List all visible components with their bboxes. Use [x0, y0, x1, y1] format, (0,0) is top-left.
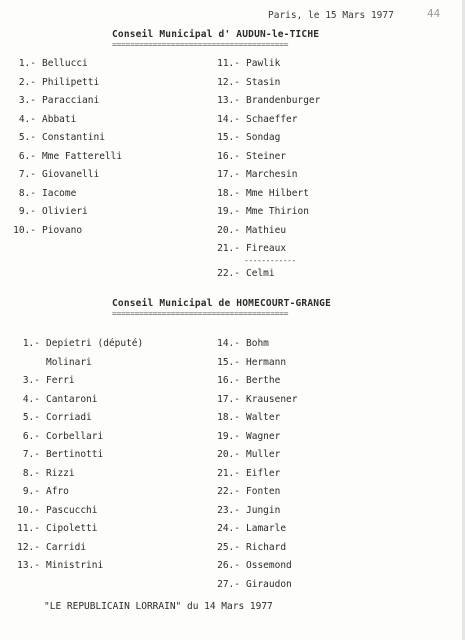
item-number: 6.- [22, 430, 40, 442]
item-number: 11.- [17, 523, 40, 534]
item-name: Ossemond [246, 560, 292, 571]
item-name: Schaeffer [246, 113, 298, 125]
list-item [12, 412, 92, 424]
list-item [8, 77, 99, 89]
item-name: Wagner [246, 430, 281, 442]
list-item [12, 468, 75, 480]
list-item [212, 225, 286, 237]
item-number: 4.- [18, 113, 36, 125]
list-item [212, 188, 309, 200]
list-item [12, 560, 103, 572]
item-number: 8.- [22, 467, 40, 479]
item-name: Eifler [246, 467, 281, 479]
item-name: Bohm [246, 338, 269, 349]
item-name: Molinari [46, 356, 92, 368]
list-item [212, 95, 320, 107]
list-item [12, 394, 97, 406]
item-name: Piovano [42, 224, 83, 236]
list-item [8, 151, 122, 163]
item-number: 22.- [217, 486, 240, 497]
item-name: Stasin [246, 76, 281, 88]
list-item [212, 338, 269, 350]
item-number: 19.- [217, 430, 240, 442]
page-number: 44 [427, 7, 441, 20]
item-name: Steiner [246, 150, 287, 162]
item-name: Constantini [42, 132, 105, 143]
item-name: Cipoletti [46, 523, 98, 534]
item-number: 27.- [217, 578, 240, 590]
list-item [212, 579, 292, 591]
item-name: Pawlik [246, 58, 281, 69]
item-name: Walter [246, 412, 281, 423]
item-number: 9.- [18, 206, 36, 217]
item-number: 15.- [217, 132, 240, 143]
list-item [8, 114, 76, 126]
list-item [212, 560, 292, 572]
item-number: 26.- [217, 560, 240, 571]
list-item [212, 505, 280, 517]
list-item [212, 132, 280, 144]
list-item [12, 375, 75, 387]
item-name: Abbati [42, 113, 77, 125]
item-name: Brandenburger [246, 95, 321, 106]
item-number: 18.- [217, 187, 240, 199]
item-name: Corriadi [46, 412, 92, 423]
list-item [212, 449, 280, 461]
item-name: Mme Hilbert [246, 187, 309, 199]
item-name: Giraudon [246, 578, 292, 590]
list-item [8, 169, 99, 181]
item-number: 6.- [18, 150, 36, 162]
list-item [12, 523, 97, 535]
item-number: 10.- [13, 224, 36, 236]
list-item [12, 505, 97, 517]
item-name: Carridi [46, 541, 87, 553]
list-item [212, 431, 280, 443]
item-number: 24.- [217, 523, 240, 534]
item-number: 7.- [22, 449, 40, 460]
item-number: 4.- [22, 393, 40, 405]
list-item [12, 486, 69, 498]
item-number: 15.- [217, 356, 240, 368]
item-name: Ministrini [46, 560, 104, 571]
item-number: 12.- [17, 541, 40, 553]
item-number: 16.- [217, 375, 240, 386]
item-name: Jungin [246, 504, 281, 516]
list-item [212, 169, 297, 181]
item-name: Celmi [246, 267, 275, 279]
list-item [212, 412, 280, 424]
item-number: 1.- [22, 338, 40, 349]
list-item [8, 132, 105, 144]
item-name: Paracciani [42, 95, 100, 106]
list-item [212, 77, 280, 89]
item-name: Corbellari [46, 430, 104, 442]
item-name: Mathieu [246, 224, 287, 236]
list-item [12, 449, 103, 461]
list-item [212, 542, 286, 554]
list-item [212, 114, 297, 126]
item-number: 5.- [18, 132, 36, 143]
item-name: Hermann [246, 356, 287, 368]
item-name: Olivieri [42, 206, 88, 217]
item-number: 10.- [17, 504, 40, 516]
list-item [8, 225, 82, 237]
list-item [212, 523, 286, 535]
list-item [8, 95, 99, 107]
item-number: 7.- [18, 169, 36, 180]
list-item [8, 188, 76, 200]
item-name: Fonten [246, 486, 281, 497]
item-name: Iacome [42, 187, 77, 199]
list-item [212, 468, 280, 480]
section1-separator: ------------ [244, 256, 296, 265]
item-number: 17.- [217, 393, 240, 405]
item-number: 13.- [217, 95, 240, 106]
item-name: Afro [46, 486, 69, 497]
item-name: Richard [246, 541, 287, 553]
item-name: Fireaux [246, 243, 287, 254]
item-number: 21.- [217, 243, 240, 254]
item-number: 14.- [217, 338, 240, 349]
list-item [8, 58, 88, 70]
item-name: Berthe [246, 375, 281, 386]
item-number: 5.- [22, 412, 40, 423]
item-name: Sondag [246, 132, 281, 143]
item-name: Mme Thirion [246, 206, 309, 217]
item-name: Marchesin [246, 169, 298, 180]
list-item [212, 58, 280, 70]
item-number: 20.- [217, 449, 240, 460]
item-number: 22.- [217, 267, 240, 279]
item-number: 21.- [217, 467, 240, 479]
item-number: 20.- [217, 224, 240, 236]
list-item [212, 243, 286, 255]
item-name: Cantaroni [46, 393, 98, 405]
section1-rule: ======================================= [112, 40, 289, 49]
item-name: Pascucchi [46, 504, 98, 516]
item-number: 3.- [18, 95, 36, 106]
item-number: 14.- [217, 113, 240, 125]
list-item [212, 151, 286, 163]
item-number: 2.- [18, 76, 36, 88]
item-name: Mme Fatterelli [42, 150, 123, 162]
item-name: Philipetti [42, 76, 100, 88]
header-date: Paris, le 15 Mars 1977 [268, 10, 394, 21]
list-item [12, 357, 92, 369]
item-number: 12.- [217, 76, 240, 88]
item-number: 25.- [217, 541, 240, 553]
list-item [212, 268, 275, 280]
item-name: Rizzi [46, 467, 75, 479]
item-number: 18.- [217, 412, 240, 423]
item-number: 13.- [17, 560, 40, 571]
item-number: 19.- [217, 206, 240, 217]
section2-title: Conseil Municipal de HOMECOURT-GRANGE [112, 298, 332, 309]
list-item [212, 394, 297, 406]
item-number: 16.- [217, 150, 240, 162]
item-number: 9.- [22, 486, 40, 497]
list-item [212, 375, 280, 387]
item-name: Krausener [246, 393, 298, 405]
item-name: Lamarle [246, 523, 287, 534]
item-number: 3.- [22, 375, 40, 386]
item-name: Ferri [46, 375, 75, 386]
item-name: Depietri (député) [46, 338, 144, 349]
item-name: Bertinotti [46, 449, 104, 460]
section1-title: Conseil Municipal d' AUDUN-le-TICHE [112, 29, 320, 40]
item-number: 17.- [217, 169, 240, 180]
list-item [212, 206, 309, 218]
item-number: 8.- [18, 187, 36, 199]
list-item [212, 357, 286, 369]
list-item [12, 542, 86, 554]
list-item [12, 431, 103, 443]
item-name: Bellucci [42, 58, 88, 69]
list-item [8, 206, 88, 218]
item-number: 11.- [217, 58, 240, 69]
list-item [12, 338, 143, 350]
footer-source: "LE REPUBLICAIN LORRAIN" du 14 Mars 1977 [44, 601, 273, 612]
item-number: 1.- [18, 58, 36, 69]
item-name: Giovanelli [42, 169, 100, 180]
section2-rule: ======================================= [112, 309, 289, 318]
item-name: Muller [246, 449, 281, 460]
list-item [212, 486, 280, 498]
item-number: 23.- [217, 504, 240, 516]
